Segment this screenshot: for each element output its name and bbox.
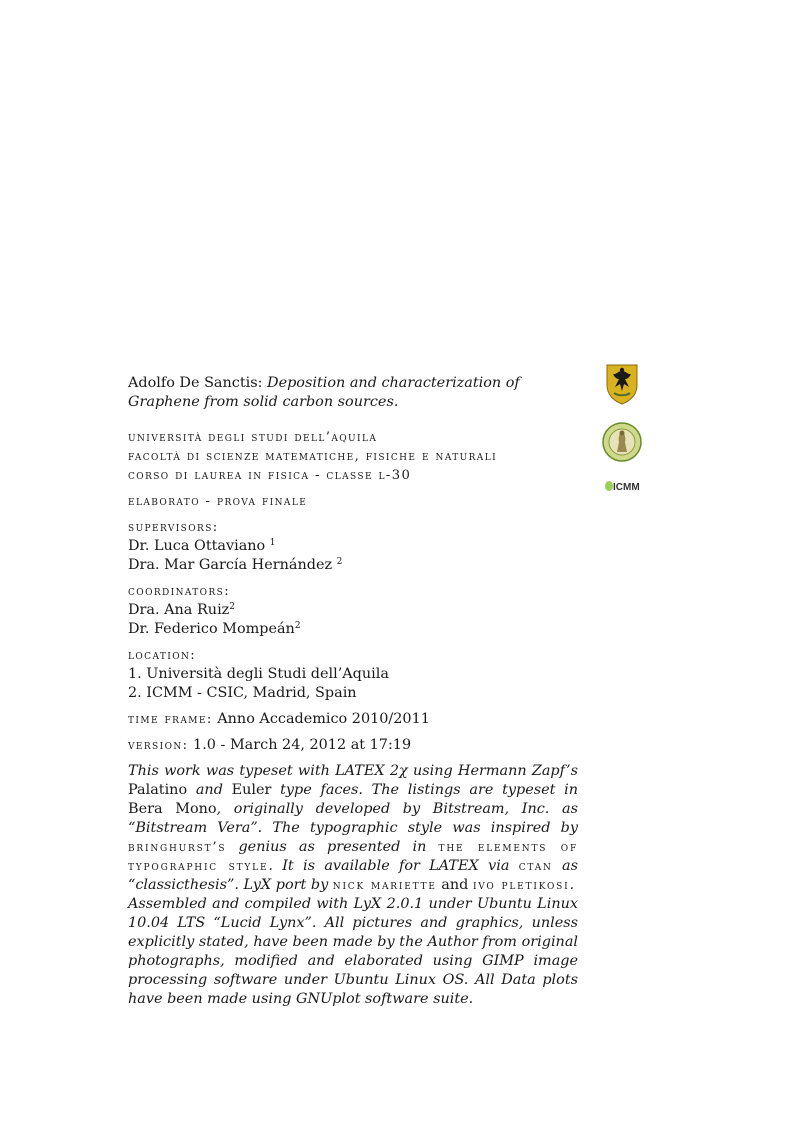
latex2e-logo: LATEX 2χ xyxy=(335,763,408,779)
univaq-crest-logo xyxy=(604,363,640,405)
location-block xyxy=(128,646,578,703)
coordinator-name: Dr. Federico Mompeán$^2$ xyxy=(128,621,301,637)
document-type: elaborato - prova finale xyxy=(128,494,308,509)
faculty-name: facoltà di scienze matematiche, fisiche e naturali xyxy=(128,449,498,464)
supervisor-name: Dra. Mar García Hernández $^2$ xyxy=(128,557,343,573)
supervisors-block xyxy=(128,518,578,575)
colophon-paragraph: This work was typeset with LATEX 2χ using Hermann Zapf’s Palatino and Euler type faces. The listings are typeset in Bera Mono, originally developed by Bitstream, Inc. as “Bitstream Vera”. The typographic style was inspired by bringhurst’s genius as presented in the elements of typographic style. It is available for LATEX via ctan as “classicthesis”. LyX port by nick mariette and ivo pletikosi. xyxy=(128,763,579,893)
degree-course: corso di laurea in fisica - classe l-30 xyxy=(128,468,412,483)
version-label: version: xyxy=(128,738,189,753)
institution-block xyxy=(128,428,578,485)
author-name: Adolfo De Sanctis: xyxy=(128,375,263,391)
location-item: 1. Università degli Studi dell’Aquila xyxy=(128,666,389,682)
location-label: location: xyxy=(128,648,197,663)
lyx-logo: LyX xyxy=(243,877,272,893)
icmm-wordmark: ICMM xyxy=(613,482,640,493)
supervisors-label: supervisors: xyxy=(128,520,219,535)
title-block xyxy=(128,374,578,412)
latex-logo: LATEX xyxy=(429,858,479,874)
version-block xyxy=(128,736,578,755)
icmm-logo xyxy=(604,478,642,494)
supervisor-name: Dr. Luca Ottaviano $^1$ xyxy=(128,538,276,554)
version-value: 1.0 - March 24, 2012 at 17:19 xyxy=(193,737,412,753)
time-frame-label: time frame: xyxy=(128,712,213,727)
coordinators-block xyxy=(128,582,578,639)
coordinator-name: Dra. Ana Ruiz$^2$ xyxy=(128,602,235,618)
assembly-note: Assembled and compiled with LyX 2.0.1 under Ubuntu Linux 10.04 LTS “Lucid Lynx”. All pictures and graphics, unless explicitly stated, have been made by the Author from original photographs, modified and elaborated using GIMP image processing software under Ubuntu Linux OS. All Data plots have been made using GNUplot software suite. xyxy=(128,896,578,1007)
location-item: 2. ICMM - CSIC, Madrid, Spain xyxy=(128,685,357,701)
faculty-seal-logo xyxy=(602,422,642,462)
colophon-page xyxy=(128,374,578,1009)
time-frame-block xyxy=(128,710,578,729)
coordinators-label: coordinators: xyxy=(128,584,231,599)
thesis-title: Deposition and characterization of Graphene from solid carbon sources. xyxy=(128,375,520,410)
time-frame-value: Anno Accademico 2010/2011 xyxy=(217,711,430,727)
university-name: università degli studi dell’aquila xyxy=(128,430,378,445)
